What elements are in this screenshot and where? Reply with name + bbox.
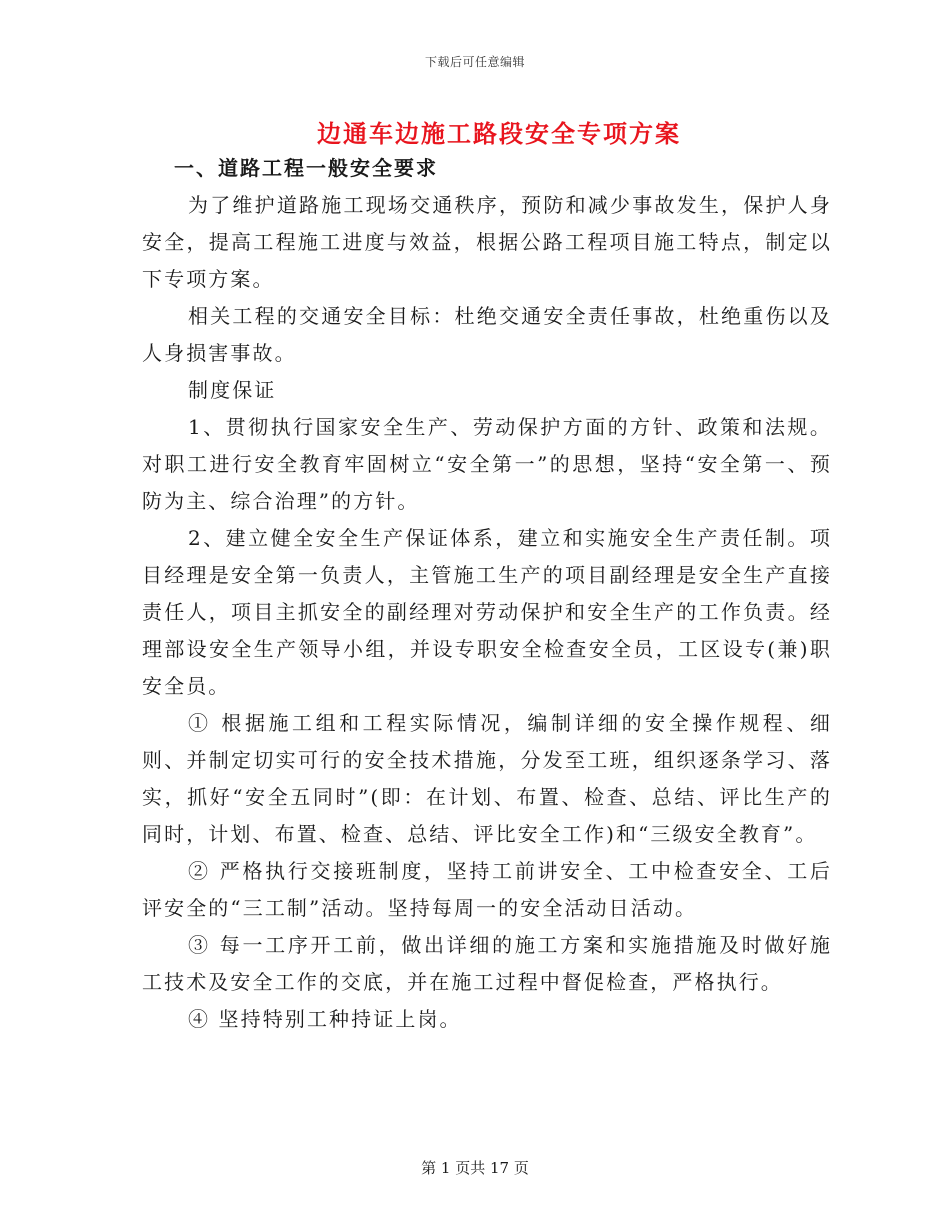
- paragraph-circled-4: ④ 坚持特别工种持证上岗。: [188, 1007, 462, 1031]
- document-title: 边通车边施工路段安全专项方案: [317, 119, 681, 148]
- paragraph-intro: 为了维护道路施工现场交通秩序，预防和减少事故发生，保护人身安全，提高工程施工进度与效益，根据公路工程项目施工特点，制定以下专项方案。: [142, 193, 832, 291]
- page-number: 第 1 页共 17 页: [421, 1159, 529, 1177]
- header-note: 下载后可任意编辑: [424, 55, 525, 69]
- paragraph-item-2: 2、建立健全安全生产保证体系，建立和实施安全生产责任制。项目经理是安全第一负责人，主管施工生产的项目副经理是安全生产直接责任人，项目主抓安全的副经理对劳动保护和安全生产的工作负责。经理部设安全生产领导小组，并设专职安全检查安全员，工区设专(兼)职安全员。: [142, 526, 832, 698]
- document-body: [142, 150, 832, 1038]
- paragraph-circled-2: ② 严格执行交接班制度，坚持工前讲安全、工中检查安全、工后评安全的“三工制”活动。坚持每周一的安全活动日活动。: [142, 859, 832, 920]
- paragraph-system-guarantee: 制度保证: [188, 378, 277, 402]
- section-heading: 一、道路工程一般安全要求: [174, 156, 438, 180]
- paragraph-safety-goal: 相关工程的交通安全目标：杜绝交通安全责任事故，杜绝重伤以及人身损害事故。: [142, 304, 832, 365]
- paragraph-item-1: 1、贯彻执行国家安全生产、劳动保护方面的方针、政策和法规。对职工进行安全教育牢固树立“安全第一”的思想，坚持“安全第一、预防为主、综合治理”的方针。: [142, 415, 832, 513]
- paragraph-circled-1: ① 根据施工组和工程实际情况，编制详细的安全操作规程、细则、并制定切实可行的安全技术措施，分发至工班，组织逐条学习、落实，抓好“安全五同时”(即：在计划、布置、检查、总结、评比生产的同时，计划、布置、检查、总结、评比安全工作)和“三级安全教育”。: [142, 711, 832, 846]
- paragraph-circled-3: ③ 每一工序开工前，做出详细的施工方案和实施措施及时做好施工技术及安全工作的交底，并在施工过程中督促检查，严格执行。: [142, 933, 832, 994]
